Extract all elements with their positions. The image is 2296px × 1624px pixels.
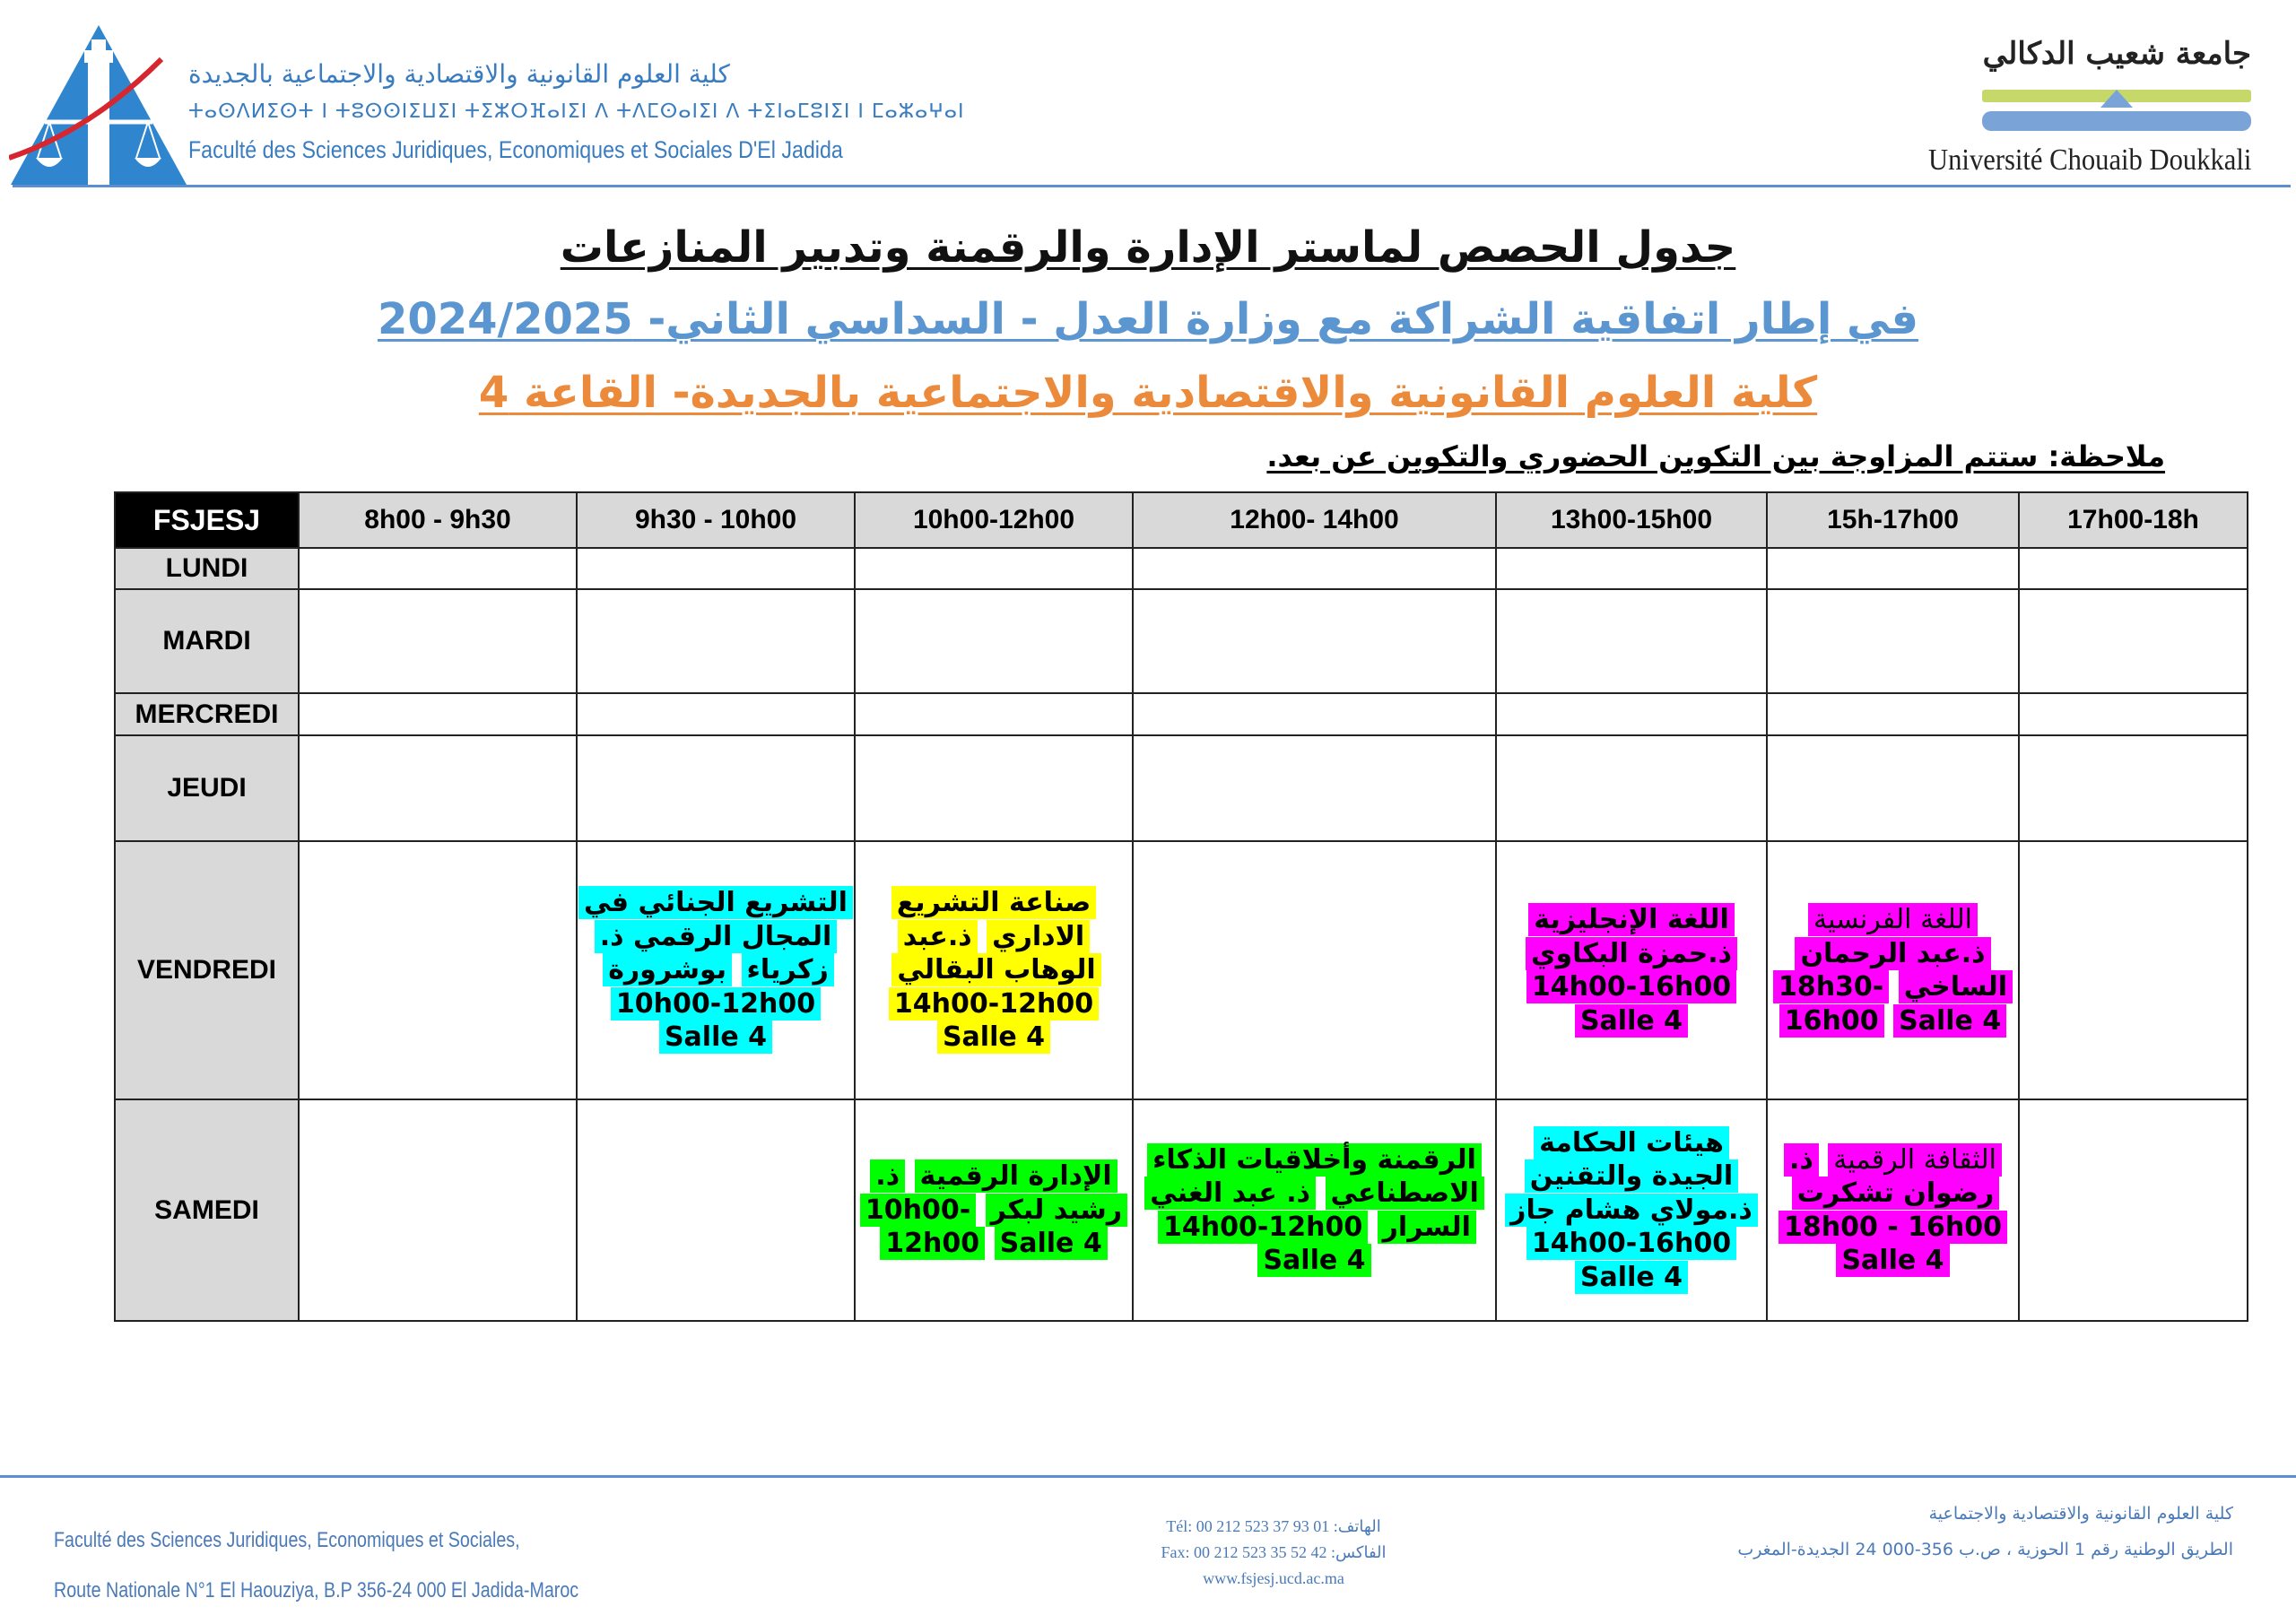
course-block: اللغة الفرنسية ذ.عبد الرحمان الساخي 18h30-16h00 Salle 4 (1768, 903, 2018, 1038)
footer-faculty-fr: Faculté des Sciences Juridiques, Economiques et Sociales, (54, 1528, 520, 1552)
course-cell (855, 841, 1133, 1100)
university-name-fr: Université Chouaib Doukkali (1927, 143, 2251, 177)
day-label: SAMEDI (115, 1099, 299, 1321)
table-row (115, 1099, 2248, 1321)
day-label: VENDREDI (115, 841, 299, 1100)
empty-cell (299, 841, 577, 1100)
empty-cell (1767, 735, 2019, 841)
footer-fax: Fax: 00 212 523 35 52 42 :الفاكس (1161, 1543, 1387, 1561)
empty-cell (2019, 1099, 2248, 1321)
course-block: الإدارة الرقمية ذ. رشيد لبكر 10h00-12h00 Salle 4 (856, 1159, 1132, 1261)
empty-cell (299, 693, 577, 734)
day-label: MERCREDI (115, 693, 299, 734)
footer-divider (0, 1475, 2296, 1478)
footer-route-ar: الطريق الوطنية رقم 1 الحوزية ، ص.ب 356-000 24 الجديدة-المغرب (1737, 1540, 2233, 1559)
table-row (115, 735, 2248, 841)
footer-tel: Tél: 00 212 523 37 93 01 :الهاتف (1166, 1517, 1381, 1535)
page-location: كلية العلوم القانونية والاقتصادية والاجتماعية بالجديدة- القاعة 4 (478, 368, 1818, 418)
page-subtitle: في إطار اتفاقية الشراكة مع وزارة العدل - السداسي الثاني- 2024/2025 (377, 294, 1919, 344)
course-cell (1496, 841, 1767, 1100)
empty-cell (2019, 548, 2248, 589)
university-emblem (1982, 84, 2251, 143)
course-cell (855, 1099, 1133, 1321)
page-title: جدول الحصص لماستر الإدارة والرقمنة وتدبير المنازعات (560, 222, 1736, 273)
course-cell (1496, 1099, 1767, 1321)
university-logo (1927, 36, 2251, 188)
empty-cell (1496, 693, 1767, 734)
empty-cell (577, 693, 855, 734)
empty-cell (1133, 589, 1496, 693)
footer-address-ar (1737, 1496, 2233, 1568)
course-block: اللغة الإنجليزية ذ.حمزة البكاوي 14h00-16h00 Salle 4 (1497, 903, 1766, 1038)
day-label: LUNDI (115, 548, 299, 589)
slot-header: 9h30 - 10h00 (577, 492, 855, 548)
slot-header: 8h00 - 9h30 (299, 492, 577, 548)
empty-cell (577, 548, 855, 589)
slot-header: 15h-17h00 (1767, 492, 2019, 548)
empty-cell (855, 548, 1133, 589)
empty-cell (577, 1099, 855, 1321)
schedule-table (114, 491, 2248, 1322)
empty-cell (855, 693, 1133, 734)
table-row (115, 589, 2248, 693)
empty-cell (855, 589, 1133, 693)
empty-cell (1133, 735, 1496, 841)
empty-cell (1767, 693, 2019, 734)
course-cell (1133, 1099, 1496, 1321)
slot-header: 13h00-15h00 (1496, 492, 1767, 548)
empty-cell (299, 548, 577, 589)
course-cell (1767, 841, 2019, 1100)
empty-cell (1133, 841, 1496, 1100)
course-block: الثقافة الرقمية ذ. رضوان تشكرت 18h00 - 16h00 Salle 4 (1768, 1143, 2018, 1278)
faculty-name-ar: كلية العلوم القانونية والاقتصادية والاجتماعية بالجديدة (188, 59, 730, 89)
empty-cell (1767, 589, 2019, 693)
faculty-name-tifinagh: ⵜⴰⵙⴷⵍⵉⵙⵜ ⵏ ⵜⵓⵙⵙⵏⵉⵡⵉⵏ ⵜⵉⵣⵔⴼⴰⵏⵉⵏ ⴷ ⵜⴷⵎⵙⴰⵏⵉⵏ ⴷ ⵜⵉⵏⴰⵎⵓⵏⵉⵏ ⵏ ⵎⴰⵣⴰⵖⴰⵏ (188, 100, 965, 123)
footer-faculty-ar: كلية العلوم القانونية والاقتصادية والاجتماعية (1928, 1504, 2233, 1524)
empty-cell (299, 1099, 577, 1321)
footer-contact (987, 1514, 1561, 1592)
empty-cell (2019, 841, 2248, 1100)
slot-header: 17h00-18h (2019, 492, 2248, 548)
faculty-name-fr: Faculté des Sciences Juridiques, Economiques et Sociales D'El Jadida (188, 136, 843, 163)
day-label: JEUDI (115, 735, 299, 841)
course-cell (1767, 1099, 2019, 1321)
course-block: الرقمنة وأخلاقيات الذكاء الاصطناعي ذ. عبد الغني السرار 14h00-12h00 Salle 4 (1134, 1143, 1495, 1278)
faculty-header (9, 23, 965, 194)
slot-header: 10h00-12h00 (855, 492, 1133, 548)
course-block: التشريع الجنائي في المجال الرقمي ذ. زكرياء بوشرورة 10h00-12h00 Salle 4 (578, 886, 854, 1055)
corner-cell: FSJESJ (115, 492, 299, 548)
empty-cell (299, 589, 577, 693)
empty-cell (1133, 548, 1496, 589)
table-row (115, 693, 2248, 734)
empty-cell (855, 735, 1133, 841)
header-divider (13, 185, 2291, 187)
course-cell (577, 841, 855, 1100)
empty-cell (1496, 548, 1767, 589)
footer-website-link[interactable]: www.fsjesj.ucd.ac.ma (1203, 1569, 1344, 1587)
table-row (115, 548, 2248, 589)
slot-header: 12h00- 14h00 (1133, 492, 1496, 548)
empty-cell (1496, 735, 1767, 841)
course-block: هيئات الحكامة الجيدة والتقنين ذ.مولاي هشام جاز 14h00-16h00 Salle 4 (1497, 1126, 1766, 1295)
empty-cell (1496, 589, 1767, 693)
footer-route-fr: Route Nationale N°1 El Haouziya, B.P 356-24 000 El Jadida-Maroc (54, 1578, 579, 1602)
university-name-ar: جامعة شعيب الدكالي (1982, 36, 2251, 72)
page-note: ملاحظة: ستتم المزاوجة بين التكوين الحضوري والتكوين عن بعد. (1266, 439, 2165, 473)
footer-address-fr (54, 1515, 578, 1616)
empty-cell (577, 589, 855, 693)
table-row (115, 841, 2248, 1100)
empty-cell (299, 735, 577, 841)
day-label: MARDI (115, 589, 299, 693)
empty-cell (2019, 735, 2248, 841)
empty-cell (577, 735, 855, 841)
course-block: صناعة التشريع الاداري ذ.عبد الوهاب البقالي 14h00-12h00 Salle 4 (856, 886, 1132, 1055)
empty-cell (2019, 693, 2248, 734)
faculty-logo (9, 23, 188, 194)
empty-cell (1133, 693, 1496, 734)
table-header-row (115, 492, 2248, 548)
empty-cell (1767, 548, 2019, 589)
empty-cell (2019, 589, 2248, 693)
